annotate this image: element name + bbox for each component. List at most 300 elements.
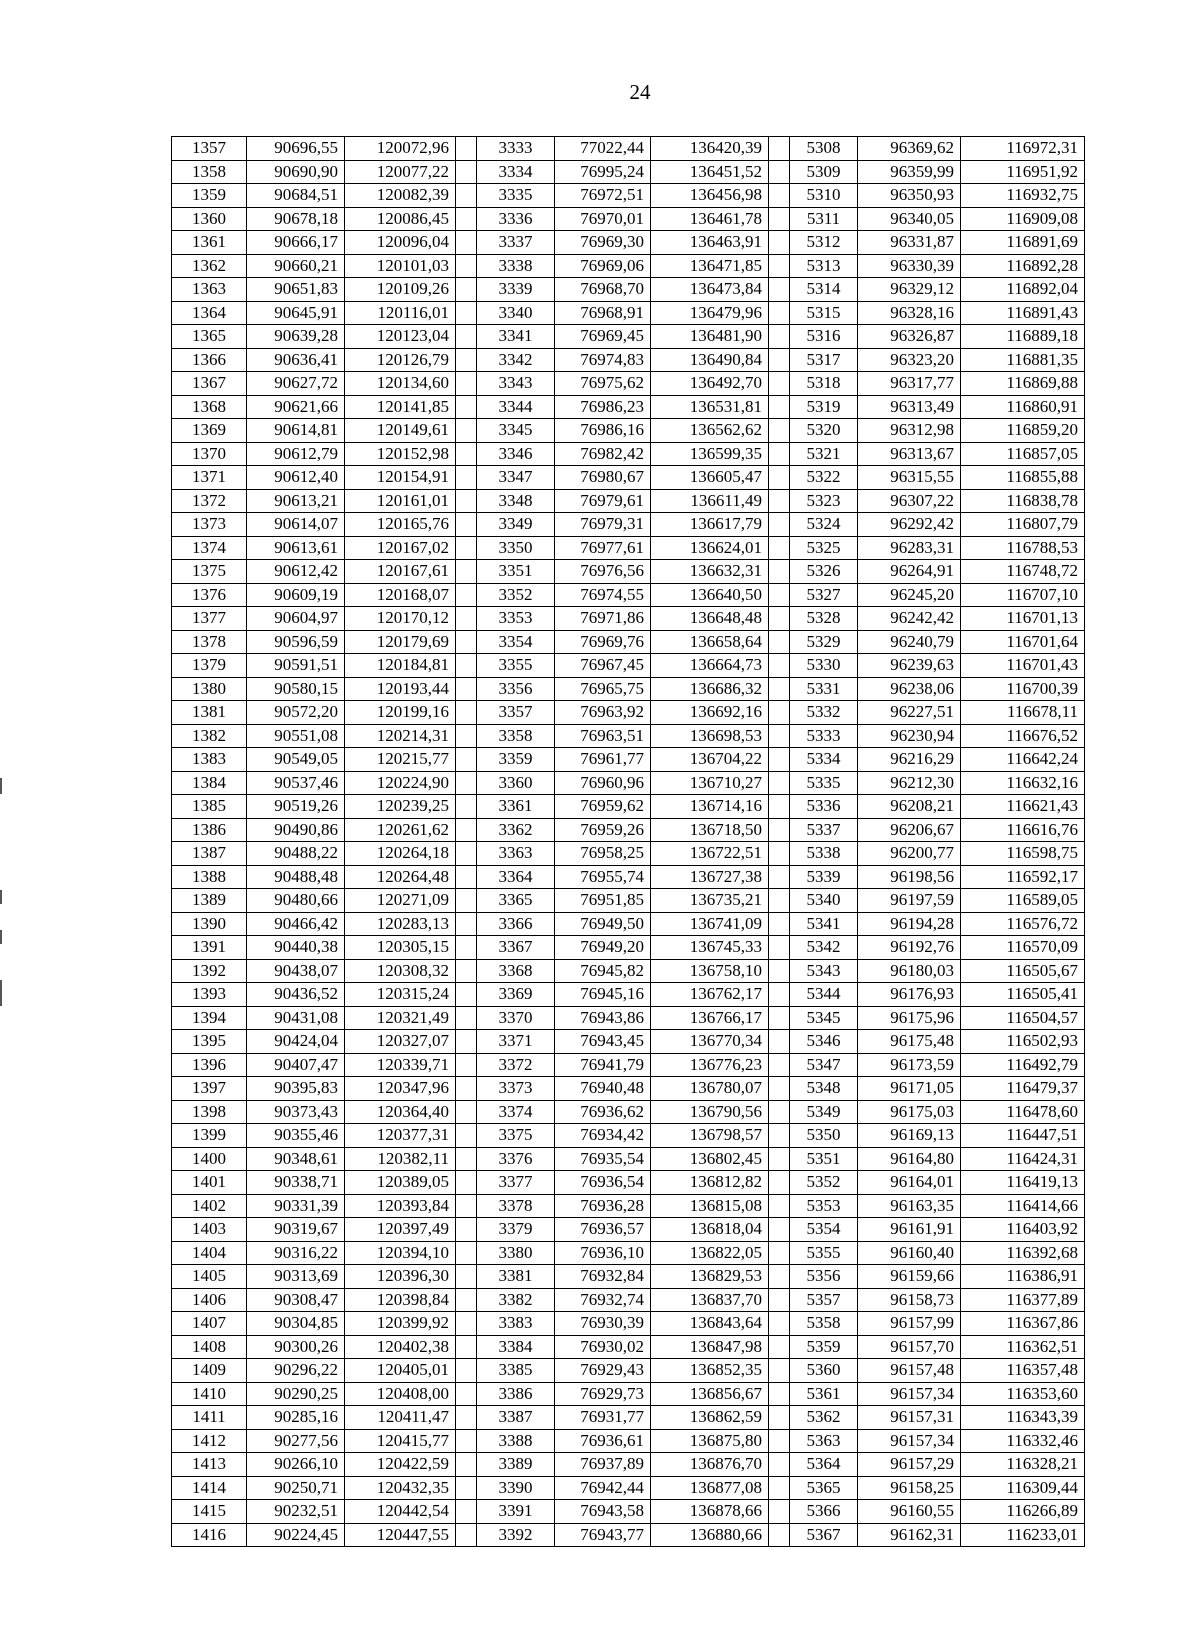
y-coordinate-cell: 120393,84 (345, 1194, 456, 1218)
column-separator (769, 348, 790, 372)
x-coordinate-cell: 96239,63 (858, 654, 961, 678)
point-number-cell: 3362 (477, 818, 555, 842)
x-coordinate-cell: 90613,21 (247, 489, 345, 513)
point-number-cell: 1362 (172, 254, 247, 278)
column-separator (456, 1453, 477, 1477)
point-number-cell: 3373 (477, 1077, 555, 1101)
column-separator (456, 160, 477, 184)
point-number-cell: 3349 (477, 513, 555, 537)
x-coordinate-cell: 90224,45 (247, 1523, 345, 1547)
x-coordinate-cell: 76940,48 (555, 1077, 651, 1101)
y-coordinate-cell: 120141,85 (345, 395, 456, 419)
table-row (172, 395, 1085, 419)
point-number-cell: 1397 (172, 1077, 247, 1101)
point-number-cell: 5358 (790, 1312, 858, 1336)
x-coordinate-cell: 76932,84 (555, 1265, 651, 1289)
y-coordinate-cell: 116362,51 (961, 1335, 1085, 1359)
column-separator (456, 1335, 477, 1359)
point-number-cell: 1364 (172, 301, 247, 325)
point-number-cell: 1361 (172, 231, 247, 255)
table-row (172, 1476, 1085, 1500)
point-number-cell: 3334 (477, 160, 555, 184)
column-separator (456, 419, 477, 443)
table-row (172, 654, 1085, 678)
x-coordinate-cell: 90319,67 (247, 1218, 345, 1242)
point-number-cell: 1384 (172, 771, 247, 795)
x-coordinate-cell: 76934,42 (555, 1124, 651, 1148)
point-number-cell: 1360 (172, 207, 247, 231)
x-coordinate-cell: 96176,93 (858, 983, 961, 1007)
column-separator (456, 795, 477, 819)
x-coordinate-cell: 76977,61 (555, 536, 651, 560)
y-coordinate-cell: 136852,35 (651, 1359, 769, 1383)
y-coordinate-cell: 116505,67 (961, 959, 1085, 983)
y-coordinate-cell: 120123,04 (345, 325, 456, 349)
y-coordinate-cell: 136727,38 (651, 865, 769, 889)
table-row (172, 1218, 1085, 1242)
point-number-cell: 5332 (790, 701, 858, 725)
table-row (172, 771, 1085, 795)
y-coordinate-cell: 116701,13 (961, 607, 1085, 631)
x-coordinate-cell: 76949,20 (555, 936, 651, 960)
scan-margin-mark (0, 980, 2, 1006)
point-number-cell: 5362 (790, 1406, 858, 1430)
x-coordinate-cell: 76975,62 (555, 372, 651, 396)
column-separator (769, 1429, 790, 1453)
x-coordinate-cell: 90488,48 (247, 865, 345, 889)
x-coordinate-cell: 90572,20 (247, 701, 345, 725)
point-number-cell: 5359 (790, 1335, 858, 1359)
table-row (172, 959, 1085, 983)
y-coordinate-cell: 120422,59 (345, 1453, 456, 1477)
point-number-cell: 3387 (477, 1406, 555, 1430)
point-number-cell: 1379 (172, 654, 247, 678)
column-separator (456, 1147, 477, 1171)
point-number-cell: 5343 (790, 959, 858, 983)
y-coordinate-cell: 136531,81 (651, 395, 769, 419)
y-coordinate-cell: 116889,18 (961, 325, 1085, 349)
x-coordinate-cell: 90537,46 (247, 771, 345, 795)
x-coordinate-cell: 96200,77 (858, 842, 961, 866)
x-coordinate-cell: 96312,98 (858, 419, 961, 443)
x-coordinate-cell: 96313,49 (858, 395, 961, 419)
y-coordinate-cell: 120264,48 (345, 865, 456, 889)
y-coordinate-cell: 120447,55 (345, 1523, 456, 1547)
y-coordinate-cell: 136479,96 (651, 301, 769, 325)
x-coordinate-cell: 76930,02 (555, 1335, 651, 1359)
x-coordinate-cell: 96173,59 (858, 1053, 961, 1077)
x-coordinate-cell: 96242,42 (858, 607, 961, 631)
y-coordinate-cell: 120339,71 (345, 1053, 456, 1077)
y-coordinate-cell: 116701,64 (961, 630, 1085, 654)
point-number-cell: 5335 (790, 771, 858, 795)
x-coordinate-cell: 90440,38 (247, 936, 345, 960)
y-coordinate-cell: 120109,26 (345, 278, 456, 302)
y-coordinate-cell: 136562,62 (651, 419, 769, 443)
x-coordinate-cell: 96157,29 (858, 1453, 961, 1477)
y-coordinate-cell: 136461,78 (651, 207, 769, 231)
point-number-cell: 5364 (790, 1453, 858, 1477)
column-separator (769, 1382, 790, 1406)
scan-margin-mark (0, 778, 2, 794)
column-separator (769, 701, 790, 725)
y-coordinate-cell: 136770,34 (651, 1030, 769, 1054)
point-number-cell: 1357 (172, 137, 247, 161)
column-separator (456, 936, 477, 960)
point-number-cell: 5354 (790, 1218, 858, 1242)
point-number-cell: 5365 (790, 1476, 858, 1500)
y-coordinate-cell: 116857,05 (961, 442, 1085, 466)
x-coordinate-cell: 96369,62 (858, 137, 961, 161)
x-coordinate-cell: 96238,06 (858, 677, 961, 701)
x-coordinate-cell: 90591,51 (247, 654, 345, 678)
y-coordinate-cell: 116891,69 (961, 231, 1085, 255)
x-coordinate-cell: 90424,04 (247, 1030, 345, 1054)
y-coordinate-cell: 120199,16 (345, 701, 456, 725)
table-row (172, 1406, 1085, 1430)
table-row (172, 231, 1085, 255)
column-separator (769, 395, 790, 419)
x-coordinate-cell: 96264,91 (858, 560, 961, 584)
point-number-cell: 5366 (790, 1500, 858, 1524)
x-coordinate-cell: 96206,67 (858, 818, 961, 842)
point-number-cell: 5322 (790, 466, 858, 490)
y-coordinate-cell: 136875,80 (651, 1429, 769, 1453)
y-coordinate-cell: 136862,59 (651, 1406, 769, 1430)
point-number-cell: 3370 (477, 1006, 555, 1030)
y-coordinate-cell: 136648,48 (651, 607, 769, 631)
x-coordinate-cell: 96158,73 (858, 1288, 961, 1312)
y-coordinate-cell: 116892,28 (961, 254, 1085, 278)
y-coordinate-cell: 116707,10 (961, 583, 1085, 607)
x-coordinate-cell: 76963,51 (555, 724, 651, 748)
column-separator (769, 1030, 790, 1054)
x-coordinate-cell: 76943,45 (555, 1030, 651, 1054)
x-coordinate-cell: 90684,51 (247, 184, 345, 208)
point-number-cell: 5351 (790, 1147, 858, 1171)
y-coordinate-cell: 120152,98 (345, 442, 456, 466)
y-coordinate-cell: 116621,43 (961, 795, 1085, 819)
table-row (172, 466, 1085, 490)
column-separator (769, 818, 790, 842)
column-separator (456, 865, 477, 889)
point-number-cell: 3391 (477, 1500, 555, 1524)
table-row (172, 513, 1085, 537)
column-separator (456, 395, 477, 419)
point-number-cell: 5334 (790, 748, 858, 772)
x-coordinate-cell: 76969,30 (555, 231, 651, 255)
x-coordinate-cell: 96160,40 (858, 1241, 961, 1265)
y-coordinate-cell: 120432,35 (345, 1476, 456, 1500)
point-number-cell: 1366 (172, 348, 247, 372)
point-number-cell: 5339 (790, 865, 858, 889)
x-coordinate-cell: 96283,31 (858, 536, 961, 560)
table-row (172, 278, 1085, 302)
x-coordinate-cell: 96180,03 (858, 959, 961, 983)
y-coordinate-cell: 136878,66 (651, 1500, 769, 1524)
point-number-cell: 1383 (172, 748, 247, 772)
column-separator (769, 1406, 790, 1430)
point-number-cell: 3381 (477, 1265, 555, 1289)
y-coordinate-cell: 136692,16 (651, 701, 769, 725)
column-separator (769, 1124, 790, 1148)
point-number-cell: 1412 (172, 1429, 247, 1453)
point-number-cell: 1380 (172, 677, 247, 701)
y-coordinate-cell: 120170,12 (345, 607, 456, 631)
table-row (172, 1124, 1085, 1148)
x-coordinate-cell: 96164,01 (858, 1171, 961, 1195)
y-coordinate-cell: 116377,89 (961, 1288, 1085, 1312)
column-separator (456, 1382, 477, 1406)
column-separator (769, 936, 790, 960)
y-coordinate-cell: 136605,47 (651, 466, 769, 490)
x-coordinate-cell: 76936,62 (555, 1100, 651, 1124)
x-coordinate-cell: 96359,99 (858, 160, 961, 184)
x-coordinate-cell: 90277,56 (247, 1429, 345, 1453)
x-coordinate-cell: 90612,40 (247, 466, 345, 490)
point-number-cell: 1388 (172, 865, 247, 889)
table-row (172, 842, 1085, 866)
x-coordinate-cell: 76958,25 (555, 842, 651, 866)
x-coordinate-cell: 76968,70 (555, 278, 651, 302)
point-number-cell: 3335 (477, 184, 555, 208)
y-coordinate-cell: 120394,10 (345, 1241, 456, 1265)
x-coordinate-cell: 96157,70 (858, 1335, 961, 1359)
point-number-cell: 3379 (477, 1218, 555, 1242)
column-separator (769, 301, 790, 325)
x-coordinate-cell: 96245,20 (858, 583, 961, 607)
x-coordinate-cell: 96350,93 (858, 184, 961, 208)
column-separator (456, 677, 477, 701)
y-coordinate-cell: 120161,01 (345, 489, 456, 513)
y-coordinate-cell: 136658,64 (651, 630, 769, 654)
y-coordinate-cell: 136847,98 (651, 1335, 769, 1359)
point-number-cell: 5318 (790, 372, 858, 396)
table-row (172, 160, 1085, 184)
point-number-cell: 5310 (790, 184, 858, 208)
table-row (172, 1523, 1085, 1547)
point-number-cell: 1396 (172, 1053, 247, 1077)
x-coordinate-cell: 90232,51 (247, 1500, 345, 1524)
point-number-cell: 3348 (477, 489, 555, 513)
point-number-cell: 3345 (477, 419, 555, 443)
x-coordinate-cell: 76982,42 (555, 442, 651, 466)
column-separator (456, 1523, 477, 1547)
y-coordinate-cell: 120072,96 (345, 137, 456, 161)
point-number-cell: 3359 (477, 748, 555, 772)
x-coordinate-cell: 90304,85 (247, 1312, 345, 1336)
y-coordinate-cell: 116700,39 (961, 677, 1085, 701)
x-coordinate-cell: 90300,26 (247, 1335, 345, 1359)
x-coordinate-cell: 90651,83 (247, 278, 345, 302)
x-coordinate-cell: 96328,16 (858, 301, 961, 325)
column-separator (456, 137, 477, 161)
table-row (172, 489, 1085, 513)
y-coordinate-cell: 136617,79 (651, 513, 769, 537)
point-number-cell: 5344 (790, 983, 858, 1007)
y-coordinate-cell: 120271,09 (345, 889, 456, 913)
point-number-cell: 3383 (477, 1312, 555, 1336)
point-number-cell: 1374 (172, 536, 247, 560)
point-number-cell: 1372 (172, 489, 247, 513)
column-separator (456, 771, 477, 795)
point-number-cell: 3341 (477, 325, 555, 349)
table-row (172, 818, 1085, 842)
point-number-cell: 3376 (477, 1147, 555, 1171)
y-coordinate-cell: 120283,13 (345, 912, 456, 936)
x-coordinate-cell: 76995,24 (555, 160, 651, 184)
point-number-cell: 1416 (172, 1523, 247, 1547)
y-coordinate-cell: 136704,22 (651, 748, 769, 772)
point-number-cell: 3390 (477, 1476, 555, 1500)
y-coordinate-cell: 120165,76 (345, 513, 456, 537)
x-coordinate-cell: 90395,83 (247, 1077, 345, 1101)
column-separator (456, 231, 477, 255)
table-row (172, 630, 1085, 654)
y-coordinate-cell: 120377,31 (345, 1124, 456, 1148)
point-number-cell: 3392 (477, 1523, 555, 1547)
y-coordinate-cell: 116598,75 (961, 842, 1085, 866)
column-separator (456, 1124, 477, 1148)
x-coordinate-cell: 90696,55 (247, 137, 345, 161)
y-coordinate-cell: 136640,50 (651, 583, 769, 607)
x-coordinate-cell: 76965,75 (555, 677, 651, 701)
point-number-cell: 5316 (790, 325, 858, 349)
table-row (172, 1171, 1085, 1195)
table-row (172, 795, 1085, 819)
point-number-cell: 3372 (477, 1053, 555, 1077)
y-coordinate-cell: 136741,09 (651, 912, 769, 936)
y-coordinate-cell: 120321,49 (345, 1006, 456, 1030)
column-separator (769, 1312, 790, 1336)
point-number-cell: 3368 (477, 959, 555, 983)
point-number-cell: 1390 (172, 912, 247, 936)
x-coordinate-cell: 96164,80 (858, 1147, 961, 1171)
x-coordinate-cell: 76959,62 (555, 795, 651, 819)
column-separator (456, 748, 477, 772)
point-number-cell: 1410 (172, 1382, 247, 1406)
y-coordinate-cell: 116343,39 (961, 1406, 1085, 1430)
point-number-cell: 3347 (477, 466, 555, 490)
x-coordinate-cell: 76936,54 (555, 1171, 651, 1195)
x-coordinate-cell: 90316,22 (247, 1241, 345, 1265)
x-coordinate-cell: 77022,44 (555, 137, 651, 161)
column-separator (769, 1100, 790, 1124)
point-number-cell: 5350 (790, 1124, 858, 1148)
x-coordinate-cell: 76936,61 (555, 1429, 651, 1453)
point-number-cell: 1373 (172, 513, 247, 537)
y-coordinate-cell: 116632,16 (961, 771, 1085, 795)
column-separator (769, 983, 790, 1007)
y-coordinate-cell: 120411,47 (345, 1406, 456, 1430)
x-coordinate-cell: 96313,67 (858, 442, 961, 466)
y-coordinate-cell: 116447,51 (961, 1124, 1085, 1148)
x-coordinate-cell: 90627,72 (247, 372, 345, 396)
x-coordinate-cell: 90549,05 (247, 748, 345, 772)
x-coordinate-cell: 76932,74 (555, 1288, 651, 1312)
x-coordinate-cell: 96323,20 (858, 348, 961, 372)
point-number-cell: 5317 (790, 348, 858, 372)
point-number-cell: 3338 (477, 254, 555, 278)
x-coordinate-cell: 76968,91 (555, 301, 651, 325)
point-number-cell: 3361 (477, 795, 555, 819)
y-coordinate-cell: 136722,51 (651, 842, 769, 866)
point-number-cell: 5337 (790, 818, 858, 842)
x-coordinate-cell: 76945,82 (555, 959, 651, 983)
x-coordinate-cell: 76951,85 (555, 889, 651, 913)
x-coordinate-cell: 90285,16 (247, 1406, 345, 1430)
point-number-cell: 1413 (172, 1453, 247, 1477)
point-number-cell: 1411 (172, 1406, 247, 1430)
x-coordinate-cell: 96157,31 (858, 1406, 961, 1430)
x-coordinate-cell: 76974,55 (555, 583, 651, 607)
column-separator (456, 818, 477, 842)
y-coordinate-cell: 136876,70 (651, 1453, 769, 1477)
table-row (172, 1077, 1085, 1101)
x-coordinate-cell: 76929,73 (555, 1382, 651, 1406)
x-coordinate-cell: 96317,77 (858, 372, 961, 396)
y-coordinate-cell: 120214,31 (345, 724, 456, 748)
x-coordinate-cell: 76955,74 (555, 865, 651, 889)
x-coordinate-cell: 76963,92 (555, 701, 651, 725)
column-separator (769, 1194, 790, 1218)
x-coordinate-cell: 96159,66 (858, 1265, 961, 1289)
y-coordinate-cell: 120239,25 (345, 795, 456, 819)
y-coordinate-cell: 120397,49 (345, 1218, 456, 1242)
x-coordinate-cell: 76972,51 (555, 184, 651, 208)
column-separator (769, 536, 790, 560)
x-coordinate-cell: 90308,47 (247, 1288, 345, 1312)
x-coordinate-cell: 96340,05 (858, 207, 961, 231)
column-separator (769, 466, 790, 490)
point-number-cell: 3377 (477, 1171, 555, 1195)
y-coordinate-cell: 136473,84 (651, 278, 769, 302)
x-coordinate-cell: 76980,67 (555, 466, 651, 490)
x-coordinate-cell: 76979,61 (555, 489, 651, 513)
point-number-cell: 3357 (477, 701, 555, 725)
x-coordinate-cell: 96175,48 (858, 1030, 961, 1054)
y-coordinate-cell: 136776,23 (651, 1053, 769, 1077)
column-separator (769, 1241, 790, 1265)
y-coordinate-cell: 116788,53 (961, 536, 1085, 560)
point-number-cell: 5336 (790, 795, 858, 819)
point-number-cell: 3353 (477, 607, 555, 631)
y-coordinate-cell: 136815,08 (651, 1194, 769, 1218)
x-coordinate-cell: 96175,03 (858, 1100, 961, 1124)
y-coordinate-cell: 116576,72 (961, 912, 1085, 936)
y-coordinate-cell: 116479,37 (961, 1077, 1085, 1101)
point-number-cell: 3382 (477, 1288, 555, 1312)
y-coordinate-cell: 120261,62 (345, 818, 456, 842)
y-coordinate-cell: 116353,60 (961, 1382, 1085, 1406)
column-separator (456, 1100, 477, 1124)
x-coordinate-cell: 76936,28 (555, 1194, 651, 1218)
column-separator (769, 795, 790, 819)
column-separator (769, 677, 790, 701)
y-coordinate-cell: 136710,27 (651, 771, 769, 795)
column-separator (456, 1312, 477, 1336)
point-number-cell: 1399 (172, 1124, 247, 1148)
y-coordinate-cell: 120399,92 (345, 1312, 456, 1336)
x-coordinate-cell: 96315,55 (858, 466, 961, 490)
x-coordinate-cell: 90612,42 (247, 560, 345, 584)
x-coordinate-cell: 90348,61 (247, 1147, 345, 1171)
y-coordinate-cell: 136829,53 (651, 1265, 769, 1289)
x-coordinate-cell: 76969,76 (555, 630, 651, 654)
point-number-cell: 1386 (172, 818, 247, 842)
table-row (172, 419, 1085, 443)
column-separator (456, 513, 477, 537)
